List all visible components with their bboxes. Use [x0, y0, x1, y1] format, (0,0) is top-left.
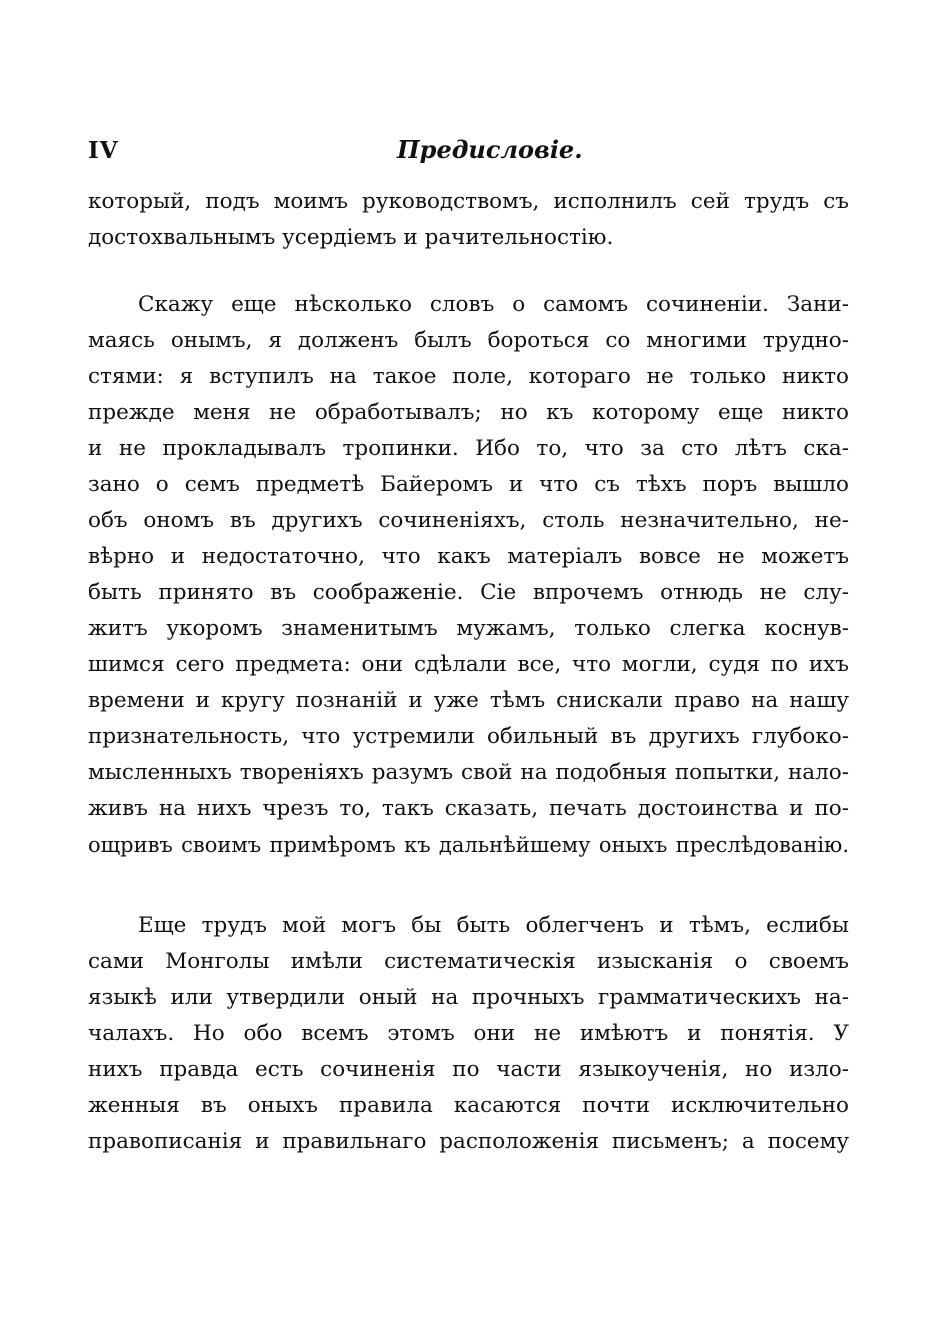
- text-line: ощривъ своимъ примѣромъ къ дальнѣйшему оныхъ преслѣдованію.: [88, 833, 849, 857]
- text-line: житъ укоромъ знаменитымъ мужамъ, только слегка коснув-: [88, 616, 849, 641]
- text-line: чалахъ. Но обо всемъ этомъ они не имѣютъ и понятія. У: [88, 1021, 849, 1046]
- text-line: женныя въ оныхъ правила касаются почти исключительно: [88, 1093, 849, 1118]
- text-line: живъ на нихъ чрезъ то, такъ сказать, печать достоинства и по-: [88, 796, 849, 821]
- text-line: признательность, что устремили обильный въ другихъ глубоко-: [88, 724, 849, 749]
- text-line: маясь онымъ, я долженъ былъ бороться со многими трудно-: [88, 328, 849, 353]
- text-line: нихъ правда есть сочиненія по части языкоученія, но изло-: [88, 1057, 849, 1082]
- text-line: достохвальнымъ усердіемъ и рачительностію.: [88, 225, 614, 250]
- running-title: Предисловіе.: [397, 135, 583, 164]
- text-line: Еще трудъ мой могъ бы быть облегченъ и тѣмъ, еслибы: [138, 913, 849, 938]
- text-line: быть принято въ соображеніе. Сіе впрочемъ отнюдь не слу-: [88, 580, 849, 605]
- text-line: правописанія и правильнаго расположенія письменъ; а посему: [88, 1129, 849, 1154]
- text-line: шимся сего предмета: они сдѣлали все, что могли, судя по ихъ: [88, 652, 849, 677]
- text-line: объ ономъ въ другихъ сочиненіяхъ, столь незначительно, не-: [88, 508, 849, 533]
- text-line: сами Монголы имѣли систематическія изысканія о своемъ: [88, 949, 849, 974]
- text-line: и не прокладывалъ тропинки. Ибо то, что за сто лѣтъ ска-: [88, 436, 849, 461]
- text-line: который, подъ моимъ руководствомъ, исполнилъ сей трудъ съ: [88, 189, 849, 214]
- text-line: вѣрно и недостаточно, что какъ матеріалъ вовсе не можетъ: [88, 544, 849, 569]
- text-line: зано о семъ предметѣ Байеромъ и что съ тѣхъ поръ вышло: [88, 472, 849, 497]
- text-line: стями: я вступилъ на такое поле, котораго не только никто: [88, 364, 849, 389]
- paragraph-about-mongols: [88, 908, 849, 1160]
- text-line: языкѣ или утвердили оный на прочныхъ грамматическихъ на-: [88, 985, 849, 1010]
- text-line: прежде меня не обработывалъ; но къ которому еще никто: [88, 400, 849, 425]
- paragraph-continuation: [88, 184, 849, 256]
- text-line: Скажу еще нѣсколько словъ о самомъ сочиненіи. Зани-: [138, 292, 849, 317]
- text-line: времени и кругу познаній и уже тѣмъ снискали право на нашу: [88, 688, 849, 713]
- text-line: мысленныхъ твореніяхъ разумъ свой на подобныя попытки, нало-: [88, 760, 849, 785]
- page-number: IV: [88, 137, 119, 164]
- paragraph-about-work: [88, 287, 849, 863]
